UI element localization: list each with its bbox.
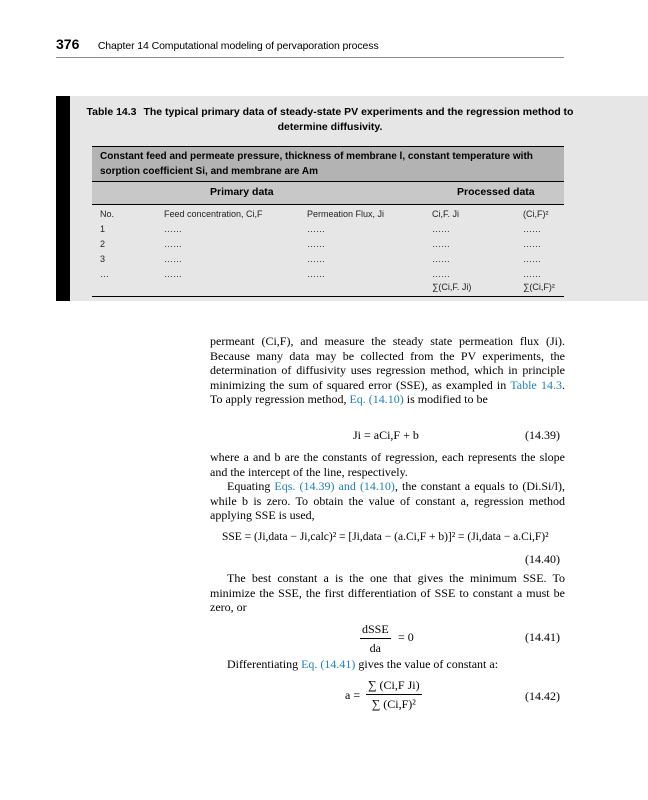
table-caption <box>80 105 580 135</box>
equation-14-41-denominator: da <box>369 641 381 655</box>
table-condition-header <box>92 146 564 181</box>
table-row-2-no: 2 <box>100 239 106 249</box>
table-caption-text: The typical primary data of steady-state PV experiments and the regression method to determine diffusivity. <box>143 106 574 133</box>
table-sum-product: ∑(Ci,F. Ji) <box>432 282 472 292</box>
running-head <box>56 36 564 58</box>
equation-14-39: Ji = aCi,F + b <box>353 428 419 442</box>
link-eq-14-41[interactable]: Eq. (14.41) <box>301 657 356 671</box>
equation-14-41-rhs: = 0 <box>398 630 414 644</box>
equation-14-42-denominator: ∑ (Ci,F)² <box>371 697 416 711</box>
table-column-groups <box>92 181 564 205</box>
table-row-1-feed: …… <box>164 224 182 234</box>
table-row-2-square: …… <box>523 239 541 249</box>
paragraph-5-end: gives the value of constant a: <box>358 657 499 671</box>
column-header-feed-concentration: Feed concentration, Ci,F <box>164 209 263 219</box>
equation-14-39-number: (14.39) <box>525 428 560 442</box>
column-header-square: (Ci,F)² <box>523 209 549 219</box>
table-row-1-square: …… <box>523 224 541 234</box>
paragraph-5-start: Differentiating <box>227 657 299 671</box>
table-condition-text <box>100 149 560 179</box>
table-row-4-flux: …… <box>307 269 325 279</box>
paragraph-5-line <box>210 657 565 672</box>
paragraph-4-text: The best constant a is the one that gives the minimum SSE. To minimize the SSE, the first differentiation of SSE to constant a must be zero, or <box>210 571 565 615</box>
table-row-3-square: …… <box>523 254 541 264</box>
paragraph-5 <box>210 657 565 672</box>
table-row-3-feed: …… <box>164 254 182 264</box>
equation-14-41-numerator: dSSE <box>360 622 391 639</box>
paragraph-3 <box>210 479 565 523</box>
table-row-4-no: … <box>100 269 109 279</box>
paragraph-1-end: is modified to be <box>406 392 488 407</box>
column-header-permeation-flux: Permeation Flux, Ji <box>307 209 385 219</box>
equation-14-42-lhs: a = <box>345 688 361 702</box>
group-processed-data: Processed data <box>457 186 535 198</box>
table-sum-square: ∑(Ci,F)² <box>523 282 555 292</box>
paragraph-1-text: permeant (Ci,F), and measure the steady state permeation flux (Ji). Because many data may be collected from the PV experiments, the determination of diffusivity uses regression method, which in principle minimizing the sum of squared error (SSE), as exampled in <box>210 334 565 392</box>
paragraph-2 <box>210 450 565 523</box>
table-row-4-square: …… <box>523 269 541 279</box>
table-row-2-flux: …… <box>307 239 325 249</box>
table-row-1-flux: …… <box>307 224 325 234</box>
equation-14-40-number: (14.40) <box>525 552 560 566</box>
table-accent-bar <box>56 96 70 301</box>
table-row-1-no: 1 <box>100 224 106 234</box>
group-primary-data: Primary data <box>210 186 274 198</box>
table-row-4-product: …… <box>432 269 450 279</box>
equation-14-41-number: (14.41) <box>525 630 560 644</box>
link-table-14-3[interactable]: Table 14.3 <box>510 377 562 392</box>
table-row-2-product: …… <box>432 239 450 249</box>
link-eq-14-10[interactable]: Eq. (14.10) <box>349 392 404 407</box>
table-row-1-product: …… <box>432 224 450 234</box>
column-header-no: No. <box>100 209 115 219</box>
table-row-3-no: 3 <box>100 254 106 264</box>
column-header-product: Ci,F. Ji <box>432 209 459 219</box>
paragraph-2-text: where a and b are the constants of regression, each represents the slope and the intercept of the line, respectively. <box>210 450 565 479</box>
table-row-4-feed: …… <box>164 269 182 279</box>
equation-14-40: SSE = (Ji,data − Ji,calc)² = [Ji,data − (a.Ci,F + b)]² = (Ji,data − a.Ci,F)² <box>222 531 549 543</box>
page-number: 376 <box>56 36 80 52</box>
table-row-2-feed: …… <box>164 239 182 249</box>
paragraph-3-start: Equating <box>227 479 271 494</box>
equation-14-42-number: (14.42) <box>525 689 560 703</box>
link-eqs-14-39-14-10[interactable]: Eqs. (14.39) and (14.10) <box>274 479 395 494</box>
table-bottom-rule <box>92 296 564 297</box>
table-row-3-flux: …… <box>307 254 325 264</box>
equation-14-42-numerator: ∑ (Ci,F Ji) <box>366 678 422 695</box>
paragraph-1-mid: . To apply regression method, <box>210 377 565 407</box>
paragraph-4 <box>210 571 565 615</box>
paragraph-1 <box>210 334 565 407</box>
paragraph-3-end: , the constant a equals to (Di.Si/l), while b is zero. To obtain the value of constant a, regression method applying SSE is used, <box>210 479 566 523</box>
equation-14-41-fraction <box>360 622 391 656</box>
table-row-3-product: …… <box>432 254 450 264</box>
table-condition-line-1: Constant feed and permeate pressure, thickness of membrane l, constant temperature with <box>100 151 533 162</box>
table-caption-label: Table 14.3 <box>86 106 137 118</box>
table-condition-line-2: sorption coefficient Si, and membrane are Am <box>100 166 319 177</box>
equation-14-42-fraction <box>366 678 422 712</box>
chapter-title: Chapter 14 Computational modeling of pervaporation process <box>97 40 379 52</box>
